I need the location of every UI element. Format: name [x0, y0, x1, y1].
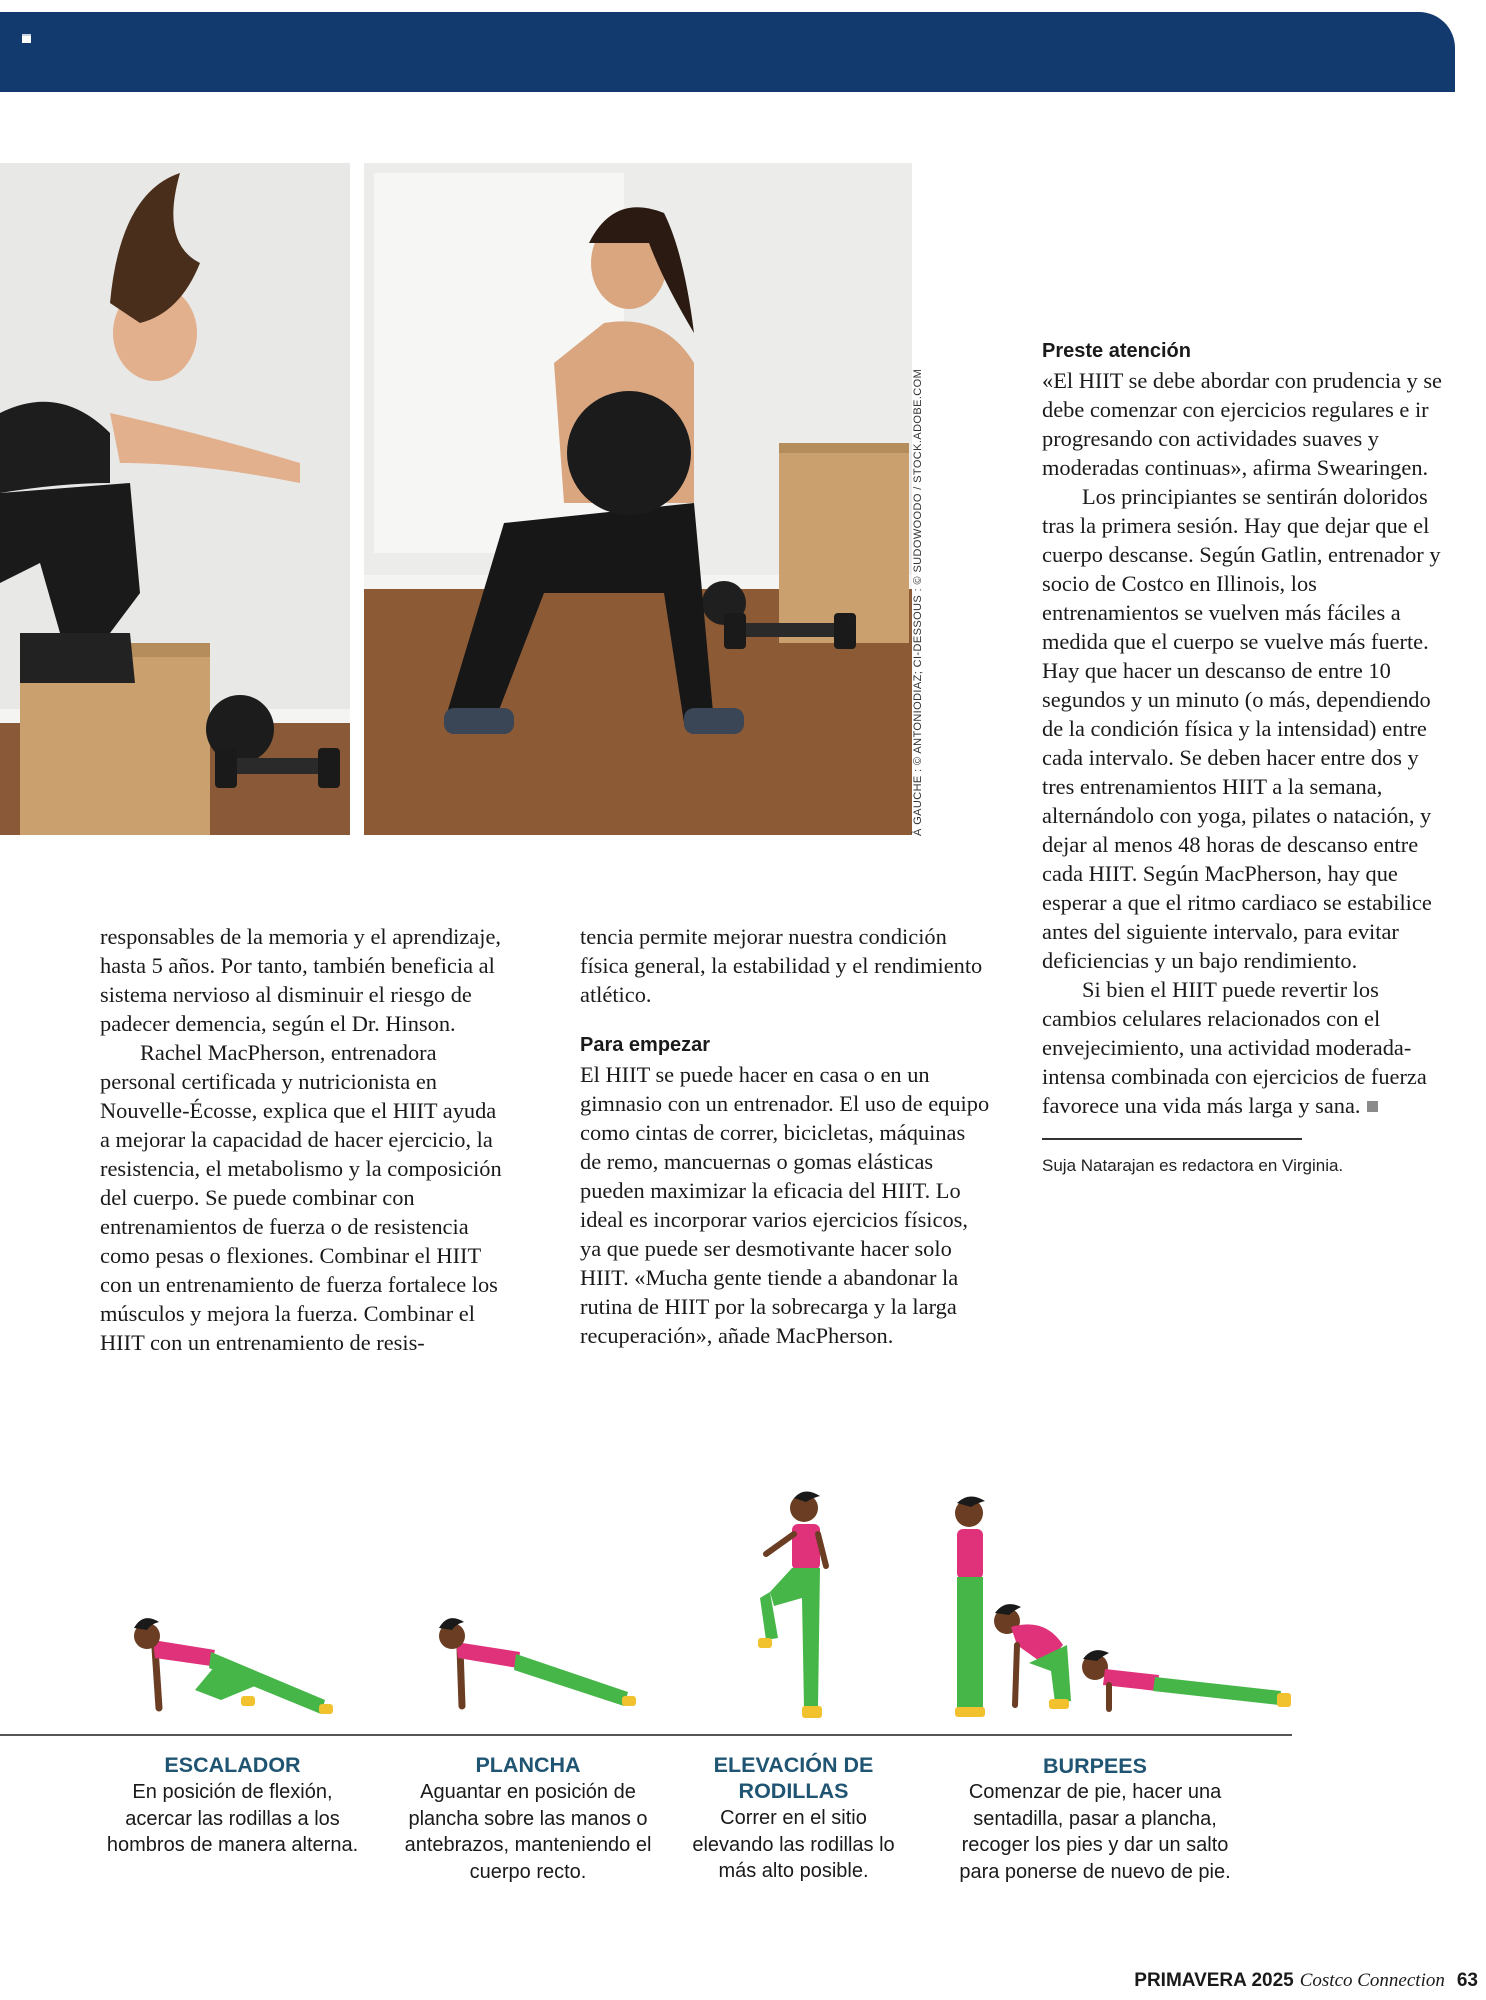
- column-2: [580, 922, 990, 1350]
- exercise-desc-plancha: Aguantar en posición de plancha sobre las manos o antebrazos, manteniendo el cuerpo recto.: [404, 1781, 652, 1883]
- column-3-paragraph: «El HIIT se debe abordar con prudencia y se debe comenzar con ejercicios regulares e ir progresando con actividades suaves y moderadas continuas», afirma Swearingen.: [1042, 368, 1442, 480]
- exercise-title-escalador: ESCALADOR: [164, 1753, 301, 1777]
- footer-season: PRIMAVERA 2025: [1134, 1970, 1294, 1991]
- exercise-desc-escalador: En posición de flexión, acercar las rodillas a los hombros de manera alterna.: [106, 1781, 359, 1856]
- column-1: [100, 922, 510, 1357]
- burpees-illustration: [945, 1495, 1295, 1725]
- end-mark-icon: [1367, 1101, 1378, 1112]
- escalador-illustration: [125, 1608, 335, 1726]
- section-heading-preste-atencion: Preste atención: [1042, 340, 1191, 362]
- photo-lunge: [364, 163, 912, 835]
- photo-box-jump: [0, 163, 350, 835]
- section-heading-para-empezar: Para empezar: [580, 1034, 711, 1056]
- banner-mark-icon: [22, 34, 31, 43]
- column-1-paragraph: Rachel MacPherson, entrenadora personal certificada y nutricionista en Nouvelle-Écosse, explica que el HIIT ayuda a mejorar la capacidad de hacer ejercicio, la resistencia, el metabolismo y la composición del cuerpo. Se puede combinar con entrenamientos de fuerza o de resistencia como pesas o flexiones. Combinar el HIIT con un entrenamiento de fuerza fortalece los músculos y mejora la fuerza. Combinar el HIIT con un entrenamiento de resis-: [100, 1040, 502, 1355]
- page-number: 63: [1456, 1970, 1478, 1991]
- exercises-divider: [0, 1734, 1292, 1736]
- column-3: [1042, 337, 1442, 1178]
- byline-divider: [1042, 1138, 1302, 1140]
- header-banner: [0, 12, 1455, 92]
- author-byline: Suja Natarajan es redactora en Virginia.: [1042, 1156, 1344, 1175]
- exercise-title-elevacion-rodillas: ELEVACIÓN DE RODILLAS: [713, 1753, 874, 1803]
- column-3-paragraph: [1042, 975, 1442, 1120]
- exercise-desc-burpees: Comenzar de pie, hacer una sentadilla, pasar a plancha, recoger los pies y dar un salto para ponerse de nuevo de pie.: [959, 1781, 1231, 1883]
- exercise-desc-elevacion-rodillas: Correr en el sitio elevando las rodillas lo más alto posible.: [692, 1807, 895, 1882]
- elevacion-rodillas-illustration: [744, 1488, 844, 1724]
- exercise-title-plancha: PLANCHA: [475, 1753, 581, 1777]
- exercise-title-burpees: BURPEES: [1043, 1754, 1147, 1778]
- column-2-intro: tencia permite mejorar nuestra condición física general, la estabilidad y el rendimiento atlético.: [580, 924, 983, 1007]
- page-footer: [1134, 1970, 1478, 1992]
- photo-credit: À GAUCHE : © ANTONIODIAZ; CI-DESSOUS : © SUDOWOODO / STOCK.ADOBE.COM: [912, 368, 924, 836]
- plancha-illustration: [430, 1608, 640, 1726]
- column-3-closing-text: Si bien el HIIT puede revertir los cambios celulares relacionados con el envejecimiento, una actividad moderada-intensa combinada con ejercicios de fuerza favorece una vida más larga y sana.: [1042, 977, 1427, 1118]
- column-1-paragraph: responsables de la memoria y el aprendizaje, hasta 5 años. Por tanto, también beneficia al sistema nervioso al disminuir el riesgo de padecer demencia, según el Dr. Hinson.: [100, 924, 501, 1036]
- column-3-paragraph: Los principiantes se sentirán doloridos tras la primera sesión. Hay que dejar que el cuerpo descanse. Según Gatlin, entrenador y socio de Costco en Illinois, los entrenamientos se vuelven más fáciles a medida que el cuerpo se vuelve más fuerte. Hay que hacer un descanso de entre 10 segundos y un minuto (o más, dependiendo de la condición física y la intensidad) entre cada intervalo. Se deben hacer entre dos y tres entrenamientos HIIT a la semana, alternándolo con yoga, pilates o natación, y dejar al menos 48 horas de descanso entre cada HIIT. Según MacPherson, hay que esperar a que el ritmo cardiaco se estabilice antes del siguiente intervalo, para evitar deficiencias y un bajo rendimiento.: [1042, 484, 1441, 973]
- footer-magazine: Costco Connection: [1299, 1970, 1445, 1991]
- column-2-body: El HIIT se puede hacer en casa o en un gimnasio con un entrenador. El uso de equipo como cintas de correr, bicicletas, máquinas de remo, mancuernas o gomas elásticas pueden maximizar la eficacia del HIIT. Lo ideal es incorporar varios ejercicios físicos, ya que puede ser desmotivante hacer solo HIIT. «Mucha gente tiende a abandonar la rutina de HIIT por la sobrecarga y la larga recuperación», añade MacPherson.: [580, 1062, 990, 1348]
